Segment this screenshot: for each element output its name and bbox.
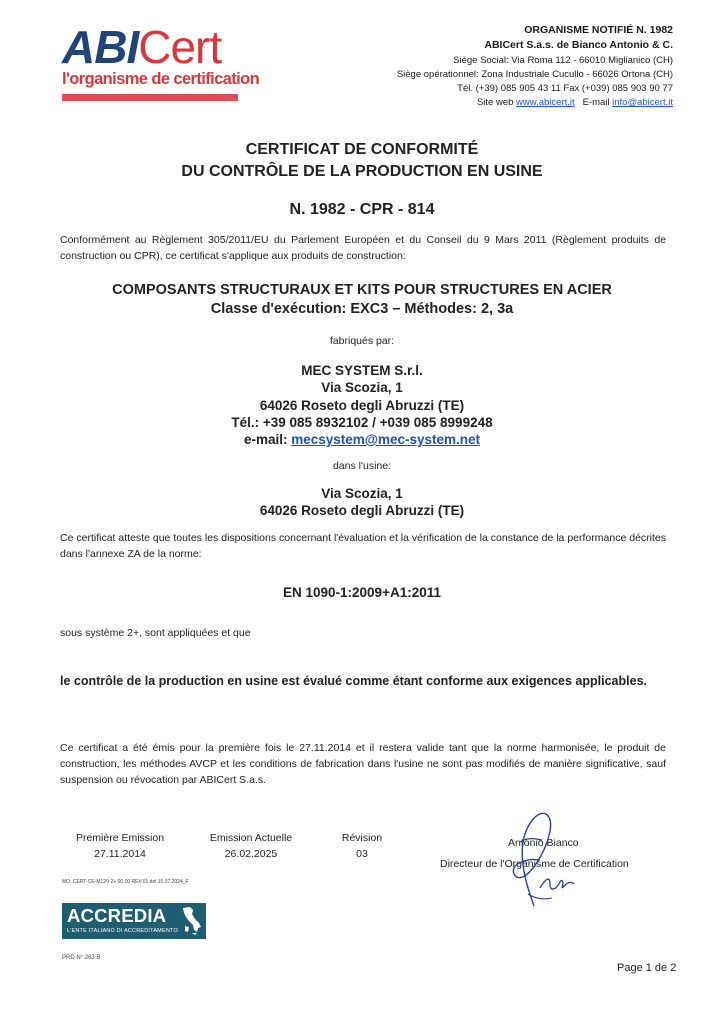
premiere-emission-value: 27.11.2014 [94, 848, 146, 860]
plant-city: 64026 Roseto degli Abruzzi (TE) [259, 503, 465, 518]
model-reference: MO. CERT-CE-M120-2+ 00.00 REV.01 del 15.07.2024_F [62, 879, 189, 885]
validity-paragraph: Ce certificat a été émis pour la première fois le 27.11.2014 et il restera valide tant que la norme harmonisée, le produit de construction, les méthodes AVCP et les conditions de fabrication dans l'usine ne sont pas modifiés de manière significative, sauf suspension ou révocation par ABICert S.a.s. [60, 742, 666, 786]
page-number: Page 1 de 2 [617, 962, 677, 974]
plant-label: dans l'usine: [332, 460, 392, 472]
logo-abi: ABI [62, 21, 139, 73]
header-organisme: ORGANISME NOTIFIÉ N. 1982 [524, 24, 673, 36]
abicert-logo [62, 21, 222, 73]
attest-paragraph: Ce certificat atteste que toutes les dispositions concernant l'évaluation et la vérification de la constance de la performance décrites dans l'annexe ZA de la norme: [60, 532, 666, 560]
revision [326, 830, 398, 862]
accredia-subtitle: L'ENTE ITALIANO DI ACCREDITAMENTO [67, 928, 178, 934]
logo-cert: Cert [138, 21, 222, 73]
header-siege-social: Siège Social: Via Roma 112 - 66010 Miglianico (CH) [453, 55, 673, 66]
handwritten-signature [490, 804, 590, 910]
header-web-line [477, 96, 673, 110]
signatory-name: Antonio Bianco [508, 837, 579, 849]
revision-value: 03 [356, 848, 368, 860]
manufacturer-city: 64026 Roseto degli Abruzzi (TE) [259, 398, 465, 413]
plant-street: Via Scozia, 1 [321, 486, 403, 501]
emission-actuelle-value: 26.02.2025 [224, 848, 278, 860]
product-name: COMPOSANTS STRUCTURAUX ET KITS POUR STRUCTURES EN ACIER [112, 282, 612, 298]
logo-underline [62, 94, 238, 101]
header-company: ABICert S.a.s. de Bianco Antonio & C. [484, 39, 673, 51]
italy-map-icon [180, 906, 202, 936]
premiere-emission-label: Première Emission [75, 832, 165, 844]
norme: EN 1090-1:2009+A1:2011 [283, 585, 441, 600]
accredia-logo [62, 903, 206, 939]
premiere-emission [62, 830, 178, 862]
logo-tagline: l'organisme de certification [62, 70, 260, 88]
prd-number: PRD N° 263 B [62, 955, 101, 961]
accredia-title: ACCREDIA [67, 905, 167, 926]
systeme-line: sous système 2+, sont appliquées et que [60, 627, 251, 639]
header-phone: Tél. (+39) 085 905 43 11 Fax (+039) 085 903 90 77 [457, 83, 673, 94]
manufacturer-email-link[interactable]: mecsystem@mec-system.net [291, 432, 481, 447]
signatory-role: Directeur de l'Organisme de Certification [440, 858, 629, 870]
manufacturer-label: fabriqués par: [329, 335, 395, 347]
certificate-number: N. 1982 - CPR - 814 [289, 201, 435, 218]
manufacturer-tel: Tél.: +39 085 8932102 / +039 085 8999248 [231, 415, 493, 430]
manufacturer-name: MEC SYSTEM S.r.l. [301, 363, 423, 378]
title-line2: DU CONTRÔLE DE LA PRODUCTION EN USINE [181, 163, 543, 180]
product-classe: Classe d'exécution: EXC3 – Méthodes: 2, 3a [210, 301, 514, 317]
title-line1: CERTIFICAT DE CONFORMITÉ [245, 141, 479, 158]
web-link[interactable]: www.abicert.it [516, 97, 575, 108]
manufacturer-street: Via Scozia, 1 [321, 380, 403, 395]
web-label: Site web [476, 97, 514, 108]
email-link[interactable]: info@abicert.it [612, 97, 673, 108]
emission-actuelle [192, 830, 310, 862]
conclusion-paragraph: le contrôle de la production en usine est évalué comme étant conforme aux exigences applicables. [60, 674, 647, 688]
header-siege-operationnel: Siège opérationnel: Zona Industriale Cucullo - 66026 Ortona (CH) [396, 69, 673, 80]
email-label: E-mail [582, 97, 610, 108]
intro-paragraph: Conformément au Règlement 305/2011/EU du Parlement Européen et du Conseil du 9 Mars 2011 (Règlement produits de construction ou CPR), ce certificat s'applique aux produits de construction: [60, 234, 666, 262]
revision-label: Révision [341, 832, 383, 844]
manufacturer-email-line [0, 431, 724, 448]
emission-actuelle-label: Emission Actuelle [209, 832, 293, 844]
manufacturer-email-label: e-mail: [243, 432, 288, 447]
